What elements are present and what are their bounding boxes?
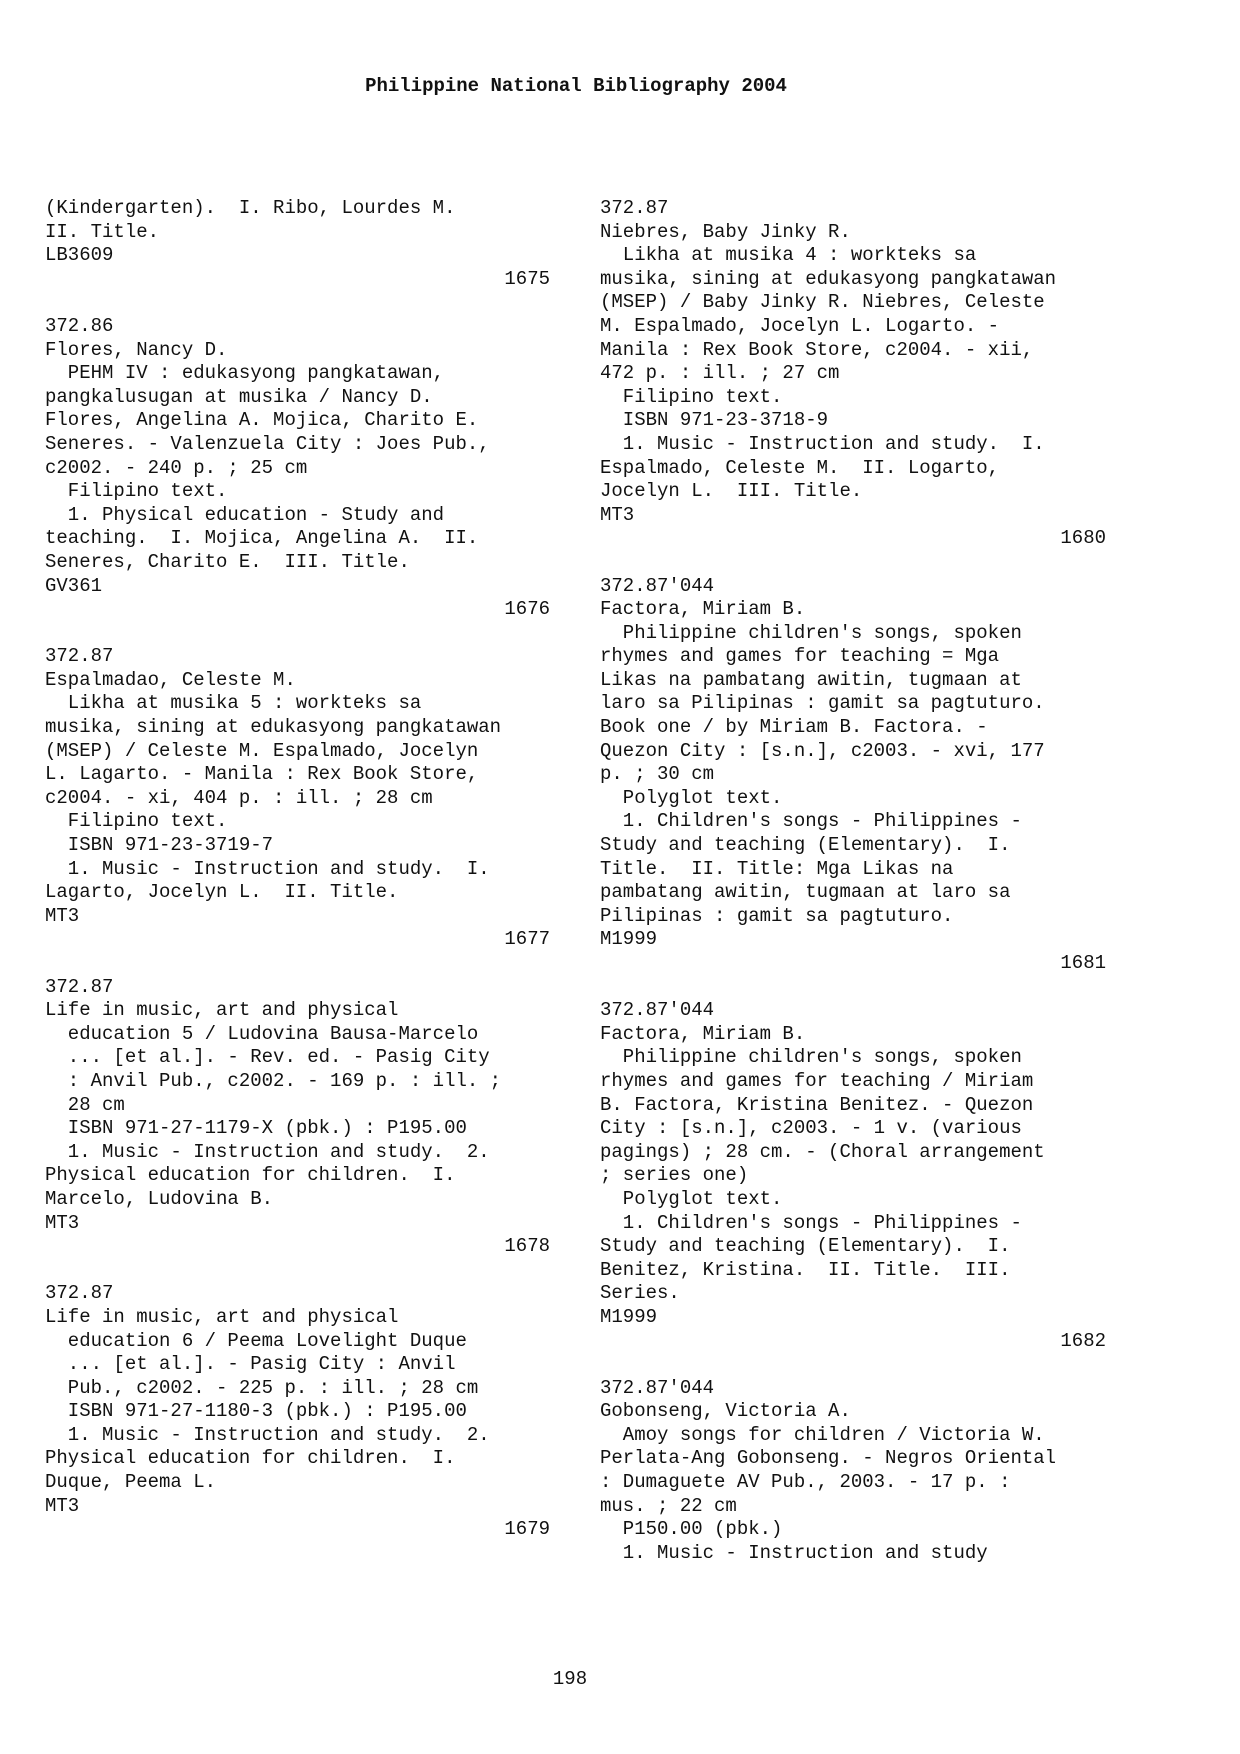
entry-line: II. Title. [45, 220, 160, 243]
entry-line: ISBN 971-23-3718-9 [600, 409, 829, 432]
entry-line: Likas na pambatang awitin, tugmaan at [600, 668, 1022, 691]
entry-gap [45, 1259, 565, 1283]
entry-line: Study and teaching (Elementary). I. [600, 834, 1011, 857]
entry-line: p. ; 30 cm [600, 763, 715, 786]
entry-number: 1676 [504, 598, 550, 621]
entry-line: 1. Music - Instruction and study. 2. [45, 1140, 490, 1163]
entry-line: City : [s.n.], c2003. - 1 v. (various [600, 1117, 1022, 1140]
entry-line: L. Lagarto. - Manila : Rex Book Store, [45, 763, 479, 786]
entry-gap [600, 976, 1120, 1000]
entry-line: Pilipinas : gamit sa pagtuturo. [600, 904, 954, 927]
entry-line: 372.87 [600, 197, 669, 219]
entry-line: Filipino text. [45, 480, 228, 503]
entry-line: Factora, Miriam B. [600, 598, 806, 621]
entry-line: Flores, Angelina A. Mojica, Charito E. [45, 409, 479, 432]
page-title: Philippine National Bibliography 2004 [365, 75, 787, 97]
entry-line: ISBN 971-27-1179-X (pbk.) : P195.00 [45, 1117, 467, 1140]
entry-line: Duque, Peema L. [45, 1471, 217, 1494]
entry-line: laro sa Pilipinas : gamit sa pagtuturo. [600, 692, 1045, 715]
entry-line: GV361 [45, 574, 103, 597]
entry-line: ... [et al.]. - Rev. ed. - Pasig City [45, 1046, 490, 1069]
entry-line: M. Espalmado, Jocelyn L. Logarto. - [600, 314, 1000, 337]
entry-line: pagings) ; 28 cm. - (Choral arrangement [600, 1140, 1045, 1163]
bibliography-entry [45, 976, 565, 1259]
entry-line: education 5 / Ludovina Bausa-Marcelo [45, 1022, 479, 1045]
entry-line: education 6 / Peema Lovelight Duque [45, 1329, 467, 1352]
entry-line: 372.86 [45, 314, 114, 337]
entry-line: teaching. I. Mojica, Angelina A. II. [45, 527, 479, 550]
entry-line: Physical education for children. I. [45, 1164, 456, 1187]
entry-line: Espalmado, Celeste M. II. Logarto, [600, 456, 1000, 479]
entry-line: 372.87 [45, 645, 114, 668]
entry-gap [600, 1353, 1120, 1377]
entry-gap [45, 291, 565, 315]
entry-line: M1999 [600, 1305, 658, 1328]
bibliography-entry [45, 645, 565, 952]
entry-gap [45, 622, 565, 646]
entry-line: (Kindergarten). I. Ribo, Lourdes M. [45, 197, 456, 219]
bibliography-entry [45, 197, 565, 291]
entry-line: ... [et al.]. - Pasig City : Anvil [45, 1353, 456, 1376]
bibliography-entry [600, 197, 1120, 551]
entry-line: Flores, Nancy D. [45, 338, 228, 361]
entry-line: 1. Music - Instruction and study. 2. [45, 1423, 490, 1446]
entry-number: 1681 [1060, 952, 1106, 974]
entry-number: 1679 [504, 1518, 550, 1541]
entry-line: M1999 [600, 928, 658, 951]
entry-line: musika, sining at edukasyong pangkatawan [600, 267, 1057, 290]
entry-line: LB3609 [45, 244, 114, 267]
entry-line: : Anvil Pub., c2002. - 169 p. : ill. ; [45, 1069, 502, 1092]
right-column [600, 197, 1120, 1565]
entry-line: Likha at musika 4 : workteks sa [600, 244, 977, 267]
entry-number: 1678 [504, 1235, 550, 1258]
left-column [45, 197, 565, 1542]
entry-line: pambatang awitin, tugmaan at laro sa [600, 881, 1011, 904]
entry-line: Polyglot text. [600, 786, 783, 809]
entry-line: Pub., c2002. - 225 p. : ill. ; 28 cm [45, 1376, 479, 1399]
entry-line: Study and teaching (Elementary). I. [600, 1235, 1011, 1258]
bibliography-entry [45, 315, 565, 622]
entry-line: 372.87 [45, 975, 114, 998]
entry-line: Perlata-Ang Gobonseng. - Negros Oriental [600, 1447, 1057, 1470]
entry-line: 372.87'044 [600, 574, 715, 597]
entry-line: (MSEP) / Celeste M. Espalmado, Jocelyn [45, 739, 479, 762]
entry-number: 1680 [1060, 527, 1106, 550]
bibliography-entry [600, 1377, 1120, 1566]
entry-line: 1. Children's songs - Philippines - [600, 1211, 1022, 1234]
entry-gap [600, 551, 1120, 575]
entry-line: Physical education for children. I. [45, 1447, 456, 1470]
entry-line: 1. Music - Instruction and study. I. [600, 432, 1045, 455]
entry-line: mus. ; 22 cm [600, 1494, 737, 1517]
entry-line: Seneres. - Valenzuela City : Joes Pub., [45, 432, 490, 455]
entry-line: 1. Music - Instruction and study [600, 1541, 988, 1564]
entry-line: Espalmadao, Celeste M. [45, 668, 296, 691]
entry-line: MT3 [45, 904, 80, 927]
entry-line: Book one / by Miriam B. Factora. - [600, 716, 988, 739]
entry-line: 472 p. : ill. ; 27 cm [600, 362, 840, 385]
entry-line: MT3 [45, 1494, 80, 1517]
page-number: 198 [552, 1668, 588, 1690]
entry-line: Filipino text. [600, 385, 783, 408]
entry-line: MT3 [600, 503, 635, 526]
entry-line: musika, sining at edukasyong pangkatawan [45, 716, 502, 739]
entry-number: 1675 [504, 267, 550, 290]
entry-line: B. Factora, Kristina Benitez. - Quezon [600, 1093, 1034, 1116]
entry-gap [45, 952, 565, 976]
entry-line: pangkalusugan at musika / Nancy D. [45, 385, 433, 408]
entry-line: 372.87'044 [600, 999, 715, 1022]
entry-line: Factora, Miriam B. [600, 1022, 806, 1045]
entry-line: 372.87 [45, 1282, 114, 1305]
entry-line: Polyglot text. [600, 1187, 783, 1210]
bibliography-entry [600, 575, 1120, 976]
entry-line: c2002. - 240 p. ; 25 cm [45, 456, 308, 479]
entry-number: 1682 [1060, 1329, 1106, 1352]
entry-line: c2004. - xi, 404 p. : ill. ; 28 cm [45, 786, 433, 809]
entry-line: Quezon City : [s.n.], c2003. - xvi, 177 [600, 739, 1045, 762]
entry-line: Likha at musika 5 : workteks sa [45, 692, 422, 715]
entry-line: Niebres, Baby Jinky R. [600, 220, 851, 243]
entry-line: Filipino text. [45, 810, 228, 833]
entry-line: rhymes and games for teaching / Miriam [600, 1069, 1034, 1092]
entry-line: Life in music, art and physical [45, 999, 399, 1022]
entry-line: : Dumaguete AV Pub., 2003. - 17 p. : [600, 1471, 1011, 1494]
entry-line: Series. [600, 1282, 680, 1305]
entry-line: rhymes and games for teaching = Mga [600, 645, 1000, 668]
entry-line: 1. Children's songs - Philippines - [600, 810, 1022, 833]
entry-line: ISBN 971-23-3719-7 [45, 834, 274, 857]
entry-line: Seneres, Charito E. III. Title. [45, 550, 410, 573]
entry-line: Philippine children's songs, spoken [600, 621, 1022, 644]
entry-line: ISBN 971-27-1180-3 (pbk.) : P195.00 [45, 1400, 467, 1423]
entry-line: Benitez, Kristina. II. Title. III. [600, 1258, 1011, 1281]
entry-line: 1. Physical education - Study and [45, 503, 445, 526]
entry-line: Gobonseng, Victoria A. [600, 1400, 851, 1423]
entry-line: MT3 [45, 1211, 80, 1234]
entry-line: Amoy songs for children / Victoria W. [600, 1423, 1045, 1446]
entry-line: Title. II. Title: Mga Likas na [600, 857, 954, 880]
entry-line: ; series one) [600, 1164, 749, 1187]
entry-line: (MSEP) / Baby Jinky R. Niebres, Celeste [600, 291, 1045, 314]
entry-line: PEHM IV : edukasyong pangkatawan, [45, 362, 445, 385]
entry-line: 372.87'044 [600, 1376, 715, 1399]
entry-line: P150.00 (pbk.) [600, 1518, 783, 1541]
entry-line: Life in music, art and physical [45, 1305, 399, 1328]
entry-line: Lagarto, Jocelyn L. II. Title. [45, 881, 399, 904]
entry-line: Jocelyn L. III. Title. [600, 480, 863, 503]
entry-line: Marcelo, Ludovina B. [45, 1187, 274, 1210]
entry-line: 1. Music - Instruction and study. I. [45, 857, 490, 880]
bibliography-entry [45, 1282, 565, 1542]
entry-number: 1677 [504, 928, 550, 951]
entry-line: 28 cm [45, 1093, 125, 1116]
bibliography-entry [600, 999, 1120, 1353]
entry-line: Manila : Rex Book Store, c2004. - xii, [600, 338, 1034, 361]
entry-line: Philippine children's songs, spoken [600, 1046, 1022, 1069]
